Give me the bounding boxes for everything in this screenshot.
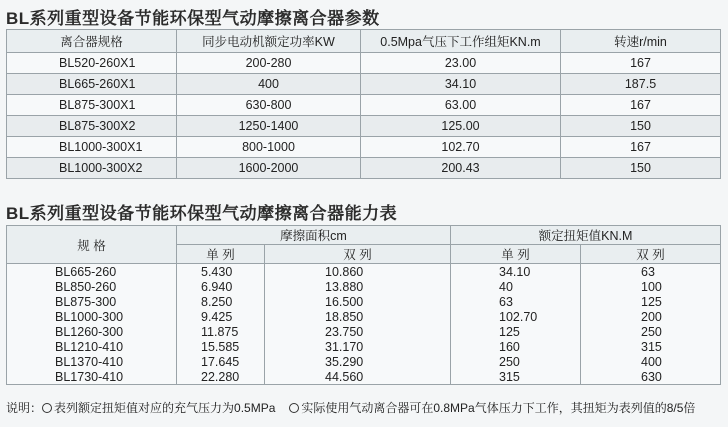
table2-row-cell: 63 xyxy=(581,264,721,280)
table2-row-cell: 34.10 xyxy=(451,264,581,280)
table1-row-cell: 23.00 xyxy=(361,53,561,74)
table1-header-cell: 转速r/min xyxy=(561,30,721,53)
table2-row-cell: 100 xyxy=(581,279,721,294)
table1-row-cell: 150 xyxy=(561,116,721,137)
table1-row-cell: BL520-260X1 xyxy=(7,53,177,74)
table2-row xyxy=(7,309,721,324)
table2-header-area-single: 单 列 xyxy=(177,245,265,264)
table2-row-cell: 31.170 xyxy=(265,339,451,354)
table1-row-cell: BL875-300X2 xyxy=(7,116,177,137)
table2-row xyxy=(7,354,721,369)
circle-bullet-icon xyxy=(42,403,52,413)
table2-row-cell: 250 xyxy=(451,354,581,369)
table2-row xyxy=(7,339,721,354)
circle-bullet-icon xyxy=(289,403,299,413)
table1-row-cell: 400 xyxy=(177,74,361,95)
table1-title: BL系列重型设备节能环保型气动摩擦离合器参数 xyxy=(6,9,380,28)
table2-row xyxy=(7,369,721,385)
table1-row-cell: 150 xyxy=(561,158,721,179)
table2-row xyxy=(7,324,721,339)
footnote xyxy=(6,399,709,416)
table2-row-cell: 22.280 xyxy=(177,369,265,385)
table1-row-cell: 630-800 xyxy=(177,95,361,116)
note-label: 说明： xyxy=(6,401,43,415)
table2-row-cell: 10.860 xyxy=(265,264,451,280)
table1-row xyxy=(7,137,721,158)
table2-row-cell: 6.940 xyxy=(177,279,265,294)
table1-row-cell: 1600-2000 xyxy=(177,158,361,179)
table1-row-cell: 34.10 xyxy=(361,74,561,95)
table2-row-cell: 315 xyxy=(581,339,721,354)
table2-row xyxy=(7,294,721,309)
table1-row-cell: BL665-260X1 xyxy=(7,74,177,95)
table1-row-cell: 125.00 xyxy=(361,116,561,137)
table1-row-cell: BL1000-300X1 xyxy=(7,137,177,158)
table2-header-area-double: 双 列 xyxy=(265,245,451,264)
table2-header-area: 摩擦面积cm xyxy=(177,226,451,245)
table2-row-cell: 17.645 xyxy=(177,354,265,369)
table2-row-cell: BL1000-300 xyxy=(7,309,177,324)
table2-title: BL系列重型设备节能环保型气动摩擦离合器能力表 xyxy=(6,204,398,223)
table2-row-cell: BL875-300 xyxy=(7,294,177,309)
table2-header-torque: 额定扭矩值KN.M xyxy=(451,226,721,245)
table2-row-cell: BL850-260 xyxy=(7,279,177,294)
table2-row xyxy=(7,264,721,280)
table1-row-cell: 200-280 xyxy=(177,53,361,74)
table2-row-cell: 16.500 xyxy=(265,294,451,309)
table2-row-cell: 400 xyxy=(581,354,721,369)
table1-row xyxy=(7,116,721,137)
table2-row-cell: 35.290 xyxy=(265,354,451,369)
table2-row-cell: 63 xyxy=(451,294,581,309)
table1-row xyxy=(7,158,721,179)
table1-row-cell: 167 xyxy=(561,137,721,158)
table2-row-cell: BL1730-410 xyxy=(7,369,177,385)
table1-header-row xyxy=(7,30,721,53)
table2-row-cell: BL1210-410 xyxy=(7,339,177,354)
table2-row-cell: 13.880 xyxy=(265,279,451,294)
table2-row-cell: 44.560 xyxy=(265,369,451,385)
table1-row-cell: 63.00 xyxy=(361,95,561,116)
clutch-capacity-table xyxy=(6,225,721,385)
table1-row-cell: 187.5 xyxy=(561,74,721,95)
table2-row-cell: 11.875 xyxy=(177,324,265,339)
table2-row-cell: 5.430 xyxy=(177,264,265,280)
table1-header-cell: 0.5Mpa气压下工作组矩KN.m xyxy=(361,30,561,53)
table2-row-cell: 8.250 xyxy=(177,294,265,309)
table1-row-cell: BL1000-300X2 xyxy=(7,158,177,179)
note-item-1: 表列额定扭矩值对应的充气压力为0.5MPa xyxy=(42,401,275,415)
table2-header-row xyxy=(7,226,721,245)
table2-row-cell: 250 xyxy=(581,324,721,339)
table1-row-cell: 1250-1400 xyxy=(177,116,361,137)
table1-row-cell: BL875-300X1 xyxy=(7,95,177,116)
table2-row-cell: 315 xyxy=(451,369,581,385)
table1-row xyxy=(7,74,721,95)
table2-row-cell: BL1370-410 xyxy=(7,354,177,369)
table1-row-cell: 102.70 xyxy=(361,137,561,158)
clutch-parameters-table xyxy=(6,29,721,179)
table1-row xyxy=(7,53,721,74)
table2-row-cell: 23.750 xyxy=(265,324,451,339)
table1-row xyxy=(7,95,721,116)
table2-row-cell: 160 xyxy=(451,339,581,354)
table1-row-cell: 167 xyxy=(561,95,721,116)
table2-row-cell: BL665-260 xyxy=(7,264,177,280)
table2-row xyxy=(7,279,721,294)
table2-row-cell: 102.70 xyxy=(451,309,581,324)
note-item-2: 实际使用气动离合器可在0.8MPa气体压力下工作，其扭矩为表列值的8/5倍 xyxy=(289,401,695,415)
table2-row-cell: 40 xyxy=(451,279,581,294)
table2-header-torque-single: 单 列 xyxy=(451,245,581,264)
table2-row-cell: 200 xyxy=(581,309,721,324)
table1-row-cell: 800-1000 xyxy=(177,137,361,158)
table2-row-cell: 125 xyxy=(451,324,581,339)
table2-row-cell: 18.850 xyxy=(265,309,451,324)
table2-row-cell: BL1260-300 xyxy=(7,324,177,339)
table1-row-cell: 167 xyxy=(561,53,721,74)
table2-row-cell: 630 xyxy=(581,369,721,385)
table2-header-spec: 规 格 xyxy=(7,226,177,264)
table2-row-cell: 15.585 xyxy=(177,339,265,354)
table2-header-torque-double: 双 列 xyxy=(581,245,721,264)
table1-header-cell: 离合器规格 xyxy=(7,30,177,53)
table1-row-cell: 200.43 xyxy=(361,158,561,179)
table2-row-cell: 125 xyxy=(581,294,721,309)
table1-header-cell: 同步电动机额定功率KW xyxy=(177,30,361,53)
table2-row-cell: 9.425 xyxy=(177,309,265,324)
